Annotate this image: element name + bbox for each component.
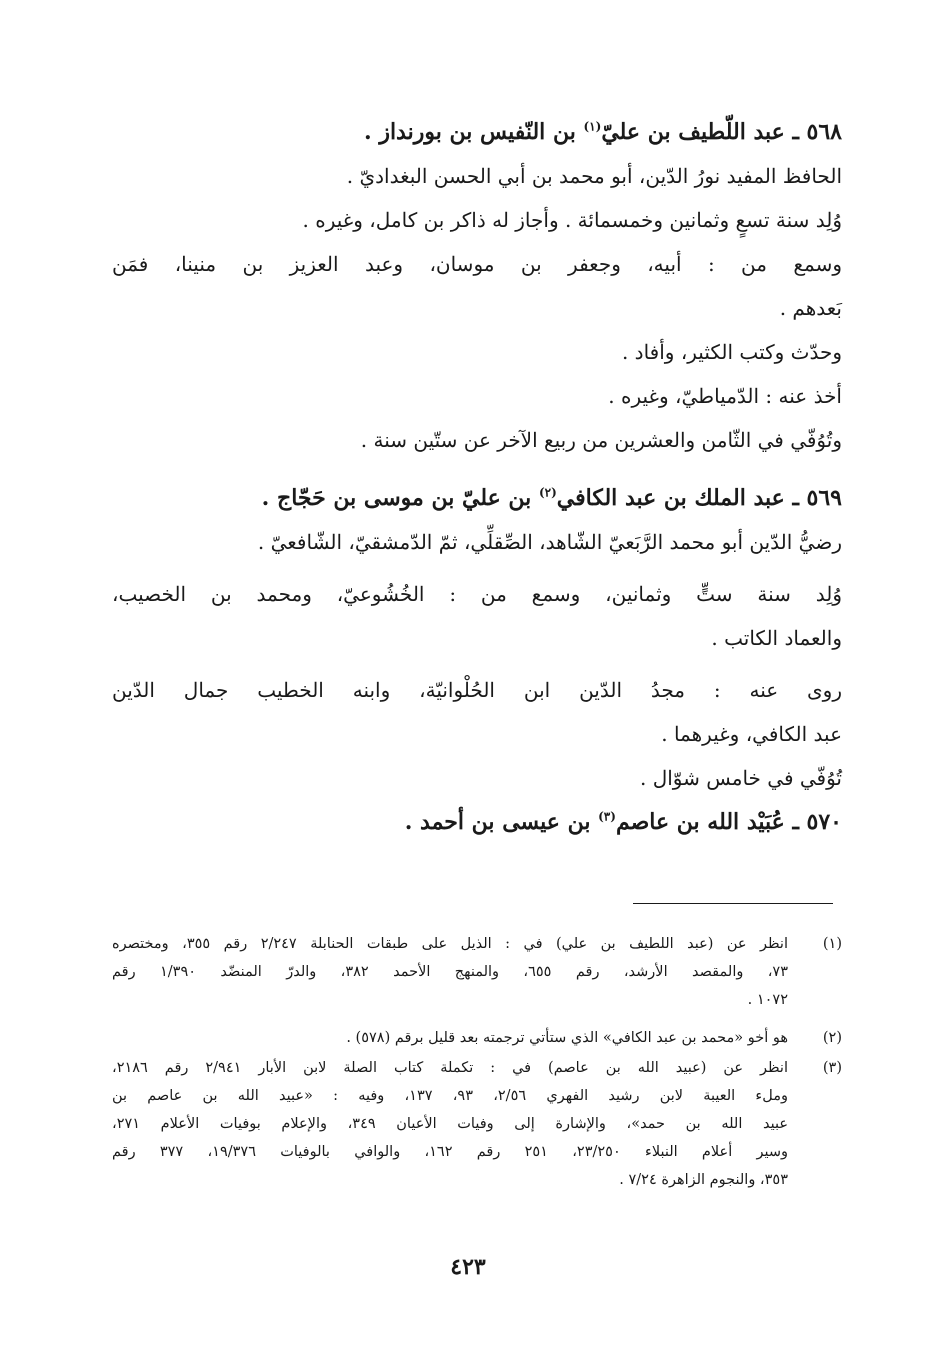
text-line: وُلِد سنة تسعٍ وثمانين وخمسمائة . وأجاز له ذاكر بن كامل، وغيره .: [302, 208, 842, 232]
biography-entry-569: [112, 476, 842, 800]
footnote-reference[interactable]: (٢): [538, 485, 557, 500]
text-line: عبد الكافي، وغيرهما .: [661, 722, 842, 746]
text-line: تُوُفّي في خامس شوّال .: [640, 766, 842, 790]
entry-heading: [112, 110, 842, 154]
entry-name-continuation: بن عليّ بن موسى بن حَجّاج .: [261, 485, 539, 511]
entry-heading: [112, 800, 842, 844]
footnote-line: انظر عن (عبيد الله بن عاصم) في : تكملة كتاب الصلة لابن الأبار ٢/٩٤١ رقم ٢١٨٦،: [112, 1060, 788, 1076]
entry-name-continuation: بن النّفيس بن بورنداز .: [364, 119, 584, 145]
footnote-line: ٣٥٣، والنجوم الزاهرة ٧/٢٤ .: [619, 1172, 788, 1188]
entry-name: ٥٦٨ ـ عبد اللّطيف بن عليّ: [601, 119, 842, 145]
footnote-text: [112, 1024, 802, 1052]
spacer: [112, 462, 842, 476]
footnote-number: (٢): [822, 1030, 842, 1046]
footnote-divider: [633, 903, 833, 904]
text-line: روى عنه : مجدُ الدّين ابن الحُلْوانيّة، وابنه الخطيب جمال الدّين: [112, 678, 842, 702]
footnote-2: [112, 1024, 842, 1052]
footnote-line: وملء العيبة لابن رشيد الفهري ٢/٥٦، ٩٣، ١٣٧، وفيه : «عبيد الله بن عاصم بن: [112, 1088, 788, 1104]
text-line: أخذ عنه : الدّمياطيّ، وغيره .: [608, 384, 842, 408]
spacer: [112, 660, 842, 668]
page-number: ٤٢٣: [450, 1254, 486, 1280]
main-text: [112, 110, 842, 844]
entry-name: ٥٧٠ ـ عُبَيْد الله بن عاصم: [615, 809, 842, 835]
footnote-line: عبيد الله بن حمد»، والإشارة إلى وفيات الأعيان ٣٤٩، والإعلام بوفيات الأعلام ٢٧١،: [112, 1116, 788, 1132]
footnote-line: انظر عن (عبد اللطيف بن علي) في : الذيل على طبقات الحنابلة ٢/٢٤٧ رقم ٣٥٥، ومختصره: [112, 936, 788, 952]
footnote-3: [112, 1054, 842, 1194]
footnotes: [112, 930, 842, 1196]
footnote-line: ١٠٧٢ .: [747, 992, 788, 1008]
footnote-text: [112, 930, 802, 1014]
text-line: رضيُّ الدّين أبو محمد الرَّبَعيّ الشّاهد، الصِّقلِّي، ثمّ الدّمشقيّ، الشّافعيّ .: [257, 530, 842, 554]
footnote-1: [112, 930, 842, 1014]
footnote-number: (١): [822, 936, 842, 952]
spacer: [112, 1016, 842, 1024]
text-line: بَعدهم .: [779, 296, 842, 320]
entry-name-continuation: بن عيسى بن أحمد .: [404, 809, 599, 835]
footnote-line: ٧٣، والمقصد الأرشد، رقم ٦٥٥، والمنهج الأحمد ٣٨٢، والدرّ المنضّد ١/٣٩٠ رقم: [112, 964, 788, 980]
footnote-line: هو أخو «محمد بن عبد الكافي» الذي ستأتي ترجمته بعد قليل برقم (٥٧٨) .: [346, 1030, 788, 1046]
text-line: وحدّث وكتب الكثير، وأفاد .: [621, 340, 842, 364]
footnote-line: وسير أعلام النبلاء ٢٣/٢٥٠، ٢٥١ رقم ١٦٢، والوافي بالوفيات ١٩/٣٧٦، ٣٧٧ رقم: [112, 1144, 788, 1160]
entry-heading: [112, 476, 842, 520]
text-line: الحافظ المفيد نورُ الدّين، أبو محمد بن أبي الحسن البغداديّ .: [346, 164, 842, 188]
biography-entry-570: [112, 800, 842, 844]
footnote-number: (٣): [822, 1060, 842, 1076]
spacer: [112, 564, 842, 572]
entry-name: ٥٦٩ ـ عبد الملك بن عبد الكافي: [556, 485, 842, 511]
text-line: وتُوُفّي في الثّامن والعشرين من ربيع الآخر عن ستّين سنة .: [360, 428, 842, 452]
text-line: وسمع من : أبيه، وجعفر بن موسان، وعبد العزيز بن منينا، فمَن: [112, 252, 842, 276]
text-line: وُلِد سنة ستٍّ وثمانين، وسمع من : الخُشُوعيّ، ومحمد بن الخصيب،: [112, 582, 842, 606]
text-line: والعماد الكاتب .: [711, 626, 842, 650]
footnote-reference[interactable]: (١): [583, 119, 602, 134]
biography-entry-568: [112, 110, 842, 462]
footnote-text: [112, 1054, 802, 1194]
footnote-reference[interactable]: (٣): [598, 809, 616, 824]
